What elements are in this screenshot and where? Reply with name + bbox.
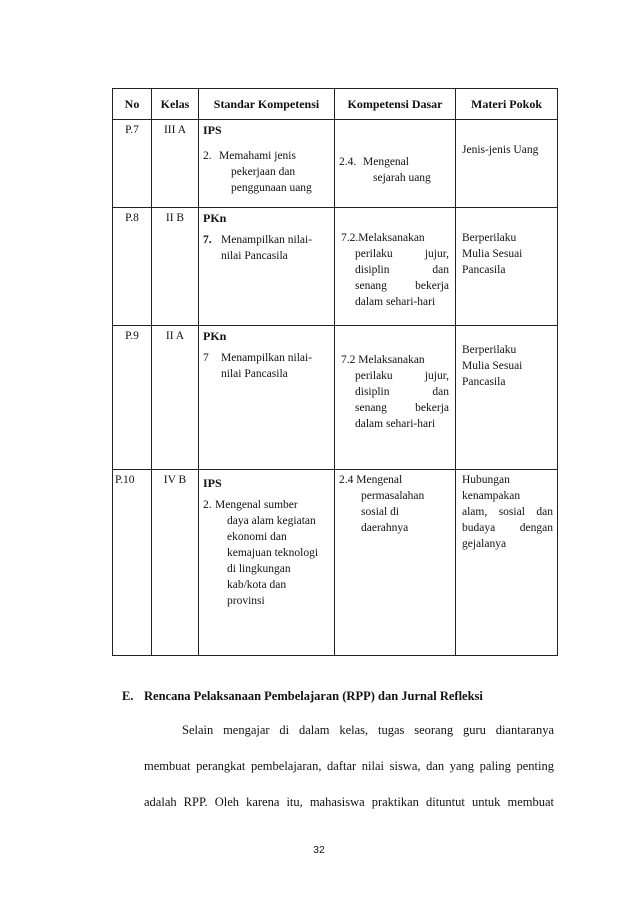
cell-kompetensi-dasar	[335, 208, 456, 326]
materi-line: gejalanya	[462, 538, 507, 550]
sk-item	[203, 497, 334, 609]
header-kompetensi-dasar: Kompetensi Dasar	[335, 89, 456, 120]
sk-subject: PKn	[203, 211, 227, 225]
materi-line: Pancasila	[462, 264, 506, 276]
table-row	[113, 470, 558, 656]
materi-block	[462, 342, 553, 390]
kd-item	[339, 472, 449, 536]
paragraph-line: membuat perangkat pembelajaran, daftar nilai siswa, dan yang paling penting	[144, 759, 554, 773]
sk-line: kemajuan teknologi	[227, 547, 319, 559]
cell-kompetensi-dasar	[335, 120, 456, 208]
sk-line: nilai Pancasila	[221, 250, 288, 262]
sk-subject: IPS	[203, 123, 222, 137]
cell-kelas: II B	[152, 208, 199, 326]
cell-kelas: II A	[152, 326, 199, 470]
kd-line: sejarah uang	[373, 172, 431, 184]
materi-line: alam, sosial dan	[462, 506, 553, 518]
cell-kompetensi-dasar	[335, 470, 456, 656]
competency-table	[112, 88, 558, 656]
sk-line: provinsi	[227, 595, 265, 607]
cell-materi-pokok	[456, 208, 558, 326]
sk-line: ekonomi dan	[227, 531, 287, 543]
sk-number: 7.	[203, 234, 212, 246]
cell-materi-pokok	[456, 470, 558, 656]
kd-line-justified	[355, 246, 449, 262]
kd-line: Melaksanakan	[358, 232, 425, 244]
kd-line: daerahnya	[361, 522, 409, 534]
materi-line: Mulia Sesuai	[462, 360, 523, 372]
materi-line: Berperilaku	[462, 232, 517, 244]
section-title: Rencana Pelaksanaan Pembelajaran (RPP) dan Jurnal Refleksi	[144, 689, 483, 703]
cell-no: P.8	[113, 208, 152, 326]
sk-line: Menampilkan nilai-	[221, 234, 313, 246]
materi-block	[462, 230, 553, 278]
sk-line: Memahami jenis	[219, 150, 296, 162]
paragraph-line: adalah RPP. Oleh karena itu, mahasiswa praktikan dituntut untuk membuat	[144, 795, 554, 809]
sk-line: Mengenal sumber	[215, 499, 298, 511]
kd-line: permasalahan	[361, 490, 425, 502]
materi-line: budaya dengan	[462, 522, 553, 534]
materi-line: kenampakan	[462, 490, 521, 502]
kd-line: perilaku jujur,	[355, 370, 449, 382]
kd-line: senang bekerja	[355, 402, 449, 414]
sk-item	[203, 148, 334, 196]
sk-item	[203, 350, 334, 382]
sk-line: pekerjaan dan	[231, 166, 296, 178]
table-header-row	[113, 89, 558, 120]
cell-no: P.9	[113, 326, 152, 470]
page-number: 32	[313, 844, 325, 856]
sk-subject: IPS	[203, 476, 222, 490]
sk-line: Menampilkan nilai-	[221, 352, 313, 364]
kd-word: jujur,	[424, 248, 449, 260]
cell-kelas: III A	[152, 120, 199, 208]
kd-number: 7.2.	[341, 232, 359, 244]
kd-line: Mengenal	[356, 474, 403, 486]
sk-line: penggunaan uang	[231, 182, 312, 194]
table-row	[113, 120, 558, 208]
sk-number: 2.	[203, 150, 212, 162]
kd-line: disiplin dan	[355, 264, 449, 276]
kd-line: senang bekerja	[355, 280, 449, 292]
kd-line: dalam sehari-hari	[355, 296, 436, 308]
cell-kompetensi-dasar	[335, 326, 456, 470]
cell-kelas: IV B	[152, 470, 199, 656]
cell-standar-kompetensi	[199, 326, 335, 470]
kd-line: dalam sehari-hari	[355, 418, 436, 430]
kd-word: perilaku	[355, 248, 393, 260]
kd-number: 2.4	[339, 474, 354, 486]
section-heading	[122, 689, 483, 704]
cell-materi-pokok	[456, 326, 558, 470]
cell-standar-kompetensi	[199, 208, 335, 326]
kd-number: 2.4.	[339, 156, 357, 168]
table-row	[113, 326, 558, 470]
table-row	[113, 208, 558, 326]
sk-number: 7	[203, 352, 209, 364]
cell-materi-pokok	[456, 120, 558, 208]
materi-line: Mulia Sesuai	[462, 248, 523, 260]
kd-item	[341, 230, 449, 310]
kd-item	[339, 154, 455, 186]
cell-no: P.7	[113, 120, 152, 208]
kd-line: disiplin dan	[355, 386, 449, 398]
kd-item	[341, 352, 449, 432]
header-kelas: Kelas	[152, 89, 199, 120]
materi-line: Berperilaku	[462, 344, 517, 356]
sk-line: daya alam kegiatan	[227, 515, 316, 527]
kd-line: sosial di	[361, 506, 400, 518]
paragraph-line: Selain mengajar di dalam kelas, tugas seorang guru diantaranya	[182, 723, 554, 737]
sk-item	[203, 232, 334, 264]
cell-standar-kompetensi	[199, 470, 335, 656]
materi-line: Hubungan	[462, 474, 510, 486]
header-standar-kompetensi: Standar Kompetensi	[199, 89, 335, 120]
kd-line: Mengenal	[363, 156, 409, 168]
header-no: No	[113, 89, 152, 120]
section-letter: E.	[122, 689, 134, 703]
materi-line: Jenis-jenis Uang	[462, 144, 539, 156]
cell-standar-kompetensi	[199, 120, 335, 208]
sk-line: di lingkungan	[227, 563, 291, 575]
materi-line: Pancasila	[462, 376, 506, 388]
sk-subject: PKn	[203, 329, 227, 343]
materi-block	[462, 472, 553, 552]
kd-number: 7.2	[341, 354, 356, 366]
header-materi-pokok: Materi Pokok	[456, 89, 558, 120]
sk-line: kab/kota dan	[227, 579, 287, 591]
sk-number: 2.	[203, 499, 212, 511]
cell-no: P.10	[113, 470, 152, 656]
kd-line: Melaksanakan	[358, 354, 425, 366]
sk-line: nilai Pancasila	[221, 368, 288, 380]
